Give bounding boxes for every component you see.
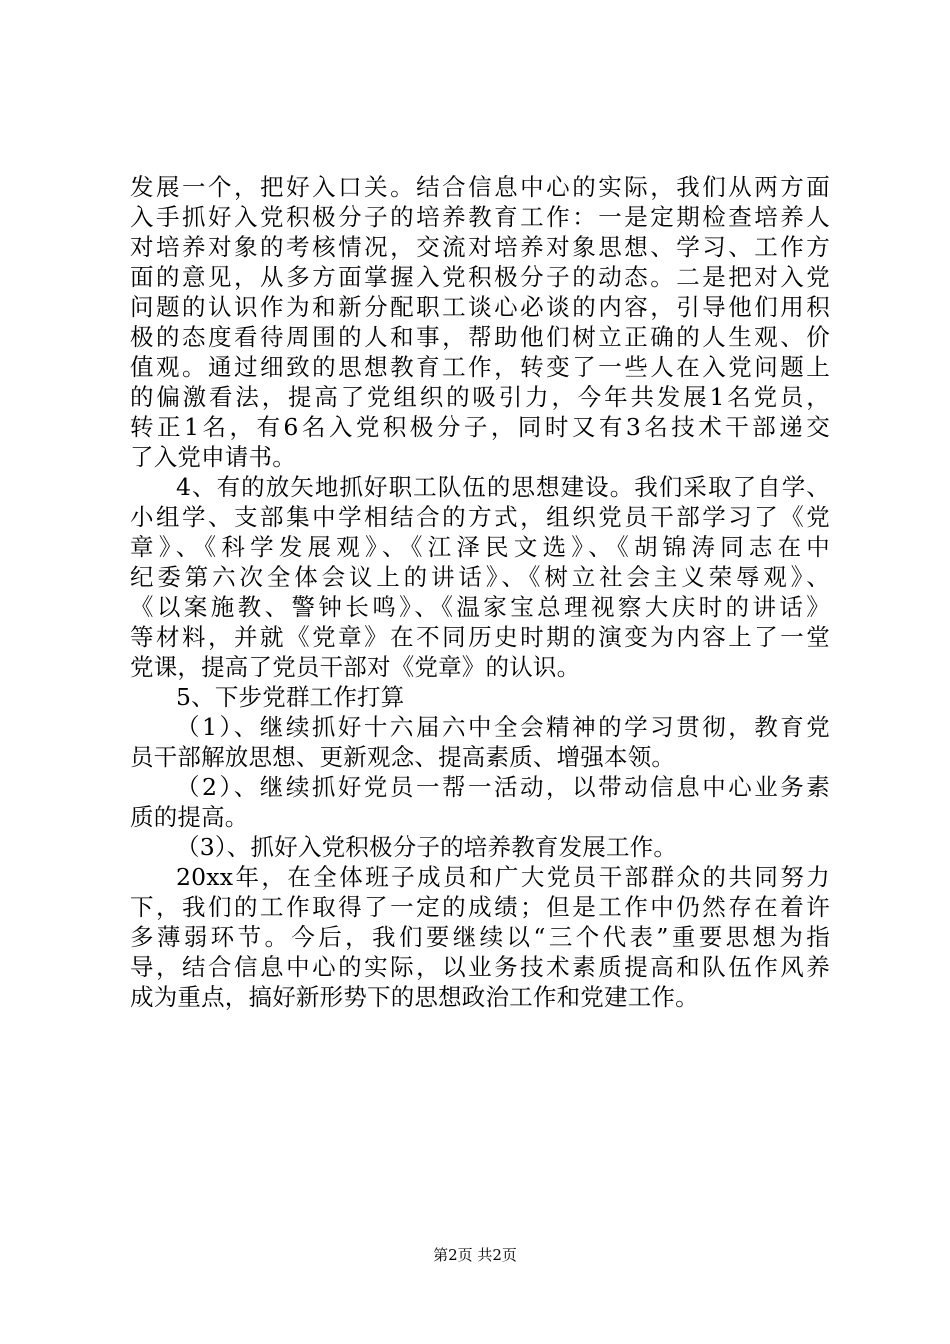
text-line: 导，结合信息中心的实际，以业务技术素质提高和队伍作风养 [130, 953, 830, 981]
text-line: 极的态度看待周围的人和事，帮助他们树立正确的人生观、价 [130, 323, 830, 351]
text-line: 纪委第六次全体会议上的讲话》、《树立社会主义荣辱观》、 [130, 563, 830, 591]
text-line: 了入党申请书。 [130, 443, 296, 471]
text-line: 《以案施教、警钟长鸣》、《温家宝总理视察大庆时的讲话》 [130, 593, 830, 621]
text-line: 4、有的放矢地抓好职工队伍的思想建设。我们采取了自学、 [176, 473, 830, 501]
text-line: 值观。通过细致的思想教育工作，转变了一些人在入党问题上 [130, 353, 830, 381]
text-line: （1）、继续抓好十六届六中全会精神的学习贯彻，教育党 [176, 713, 830, 741]
page-footer: 第2页 共2页 [433, 1246, 517, 1264]
text-line: 章》、《科学发展观》、《江泽民文选》、《胡锦涛同志在中 [130, 533, 830, 561]
text-line: 面的意见，从多方面掌握入党积极分子的动态。二是把对入党 [130, 263, 830, 291]
document-body [130, 172, 830, 1012]
text-line: （2）、继续抓好党员一帮一活动，以带动信息中心业务素 [176, 773, 830, 801]
text-line: 的偏激看法，提高了党组织的吸引力，今年共发展1名党员， [130, 383, 830, 411]
text-line: 等材料，并就《党章》在不同历史时期的演变为内容上了一堂 [130, 623, 830, 651]
text-line: （3）、抓好入党积极分子的培养教育发展工作。 [176, 833, 678, 861]
text-line: 对培养对象的考核情况，交流对培养对象思想、学习、工作方 [130, 233, 830, 261]
text-line: 发展一个，把好入口关。结合信息中心的实际，我们从两方面 [130, 173, 830, 201]
text-line: 入手抓好入党积极分子的培养教育工作：一是定期检查培养人 [130, 203, 830, 231]
text-line: 5、下步党群工作打算 [176, 683, 405, 711]
text-line: 质的提高。 [130, 803, 249, 831]
text-line: 下，我们的工作取得了一定的成绩；但是工作中仍然存在着许 [130, 893, 830, 921]
text-line: 问题的认识作为和新分配职工谈心必谈的内容，引导他们用积 [130, 293, 830, 321]
text-line: 转正1名，有6名入党积极分子，同时又有3名技术干部递交 [130, 413, 830, 441]
text-line: 多薄弱环节。今后，我们要继续以“三个代表”重要思想为指 [130, 923, 830, 951]
text-line: 成为重点，搞好新形势下的思想政治工作和党建工作。 [130, 983, 699, 1011]
text-line: 党课，提高了党员干部对《党章》的认识。 [130, 653, 581, 681]
text-line: 20xx年，在全体班子成员和广大党员干部群众的共同努力 [176, 863, 830, 891]
text-line: 员干部解放思想、更新观念、提高素质、增强本领。 [130, 743, 676, 771]
text-line: 小组学、支部集中学相结合的方式，组织党员干部学习了《党 [130, 503, 830, 531]
